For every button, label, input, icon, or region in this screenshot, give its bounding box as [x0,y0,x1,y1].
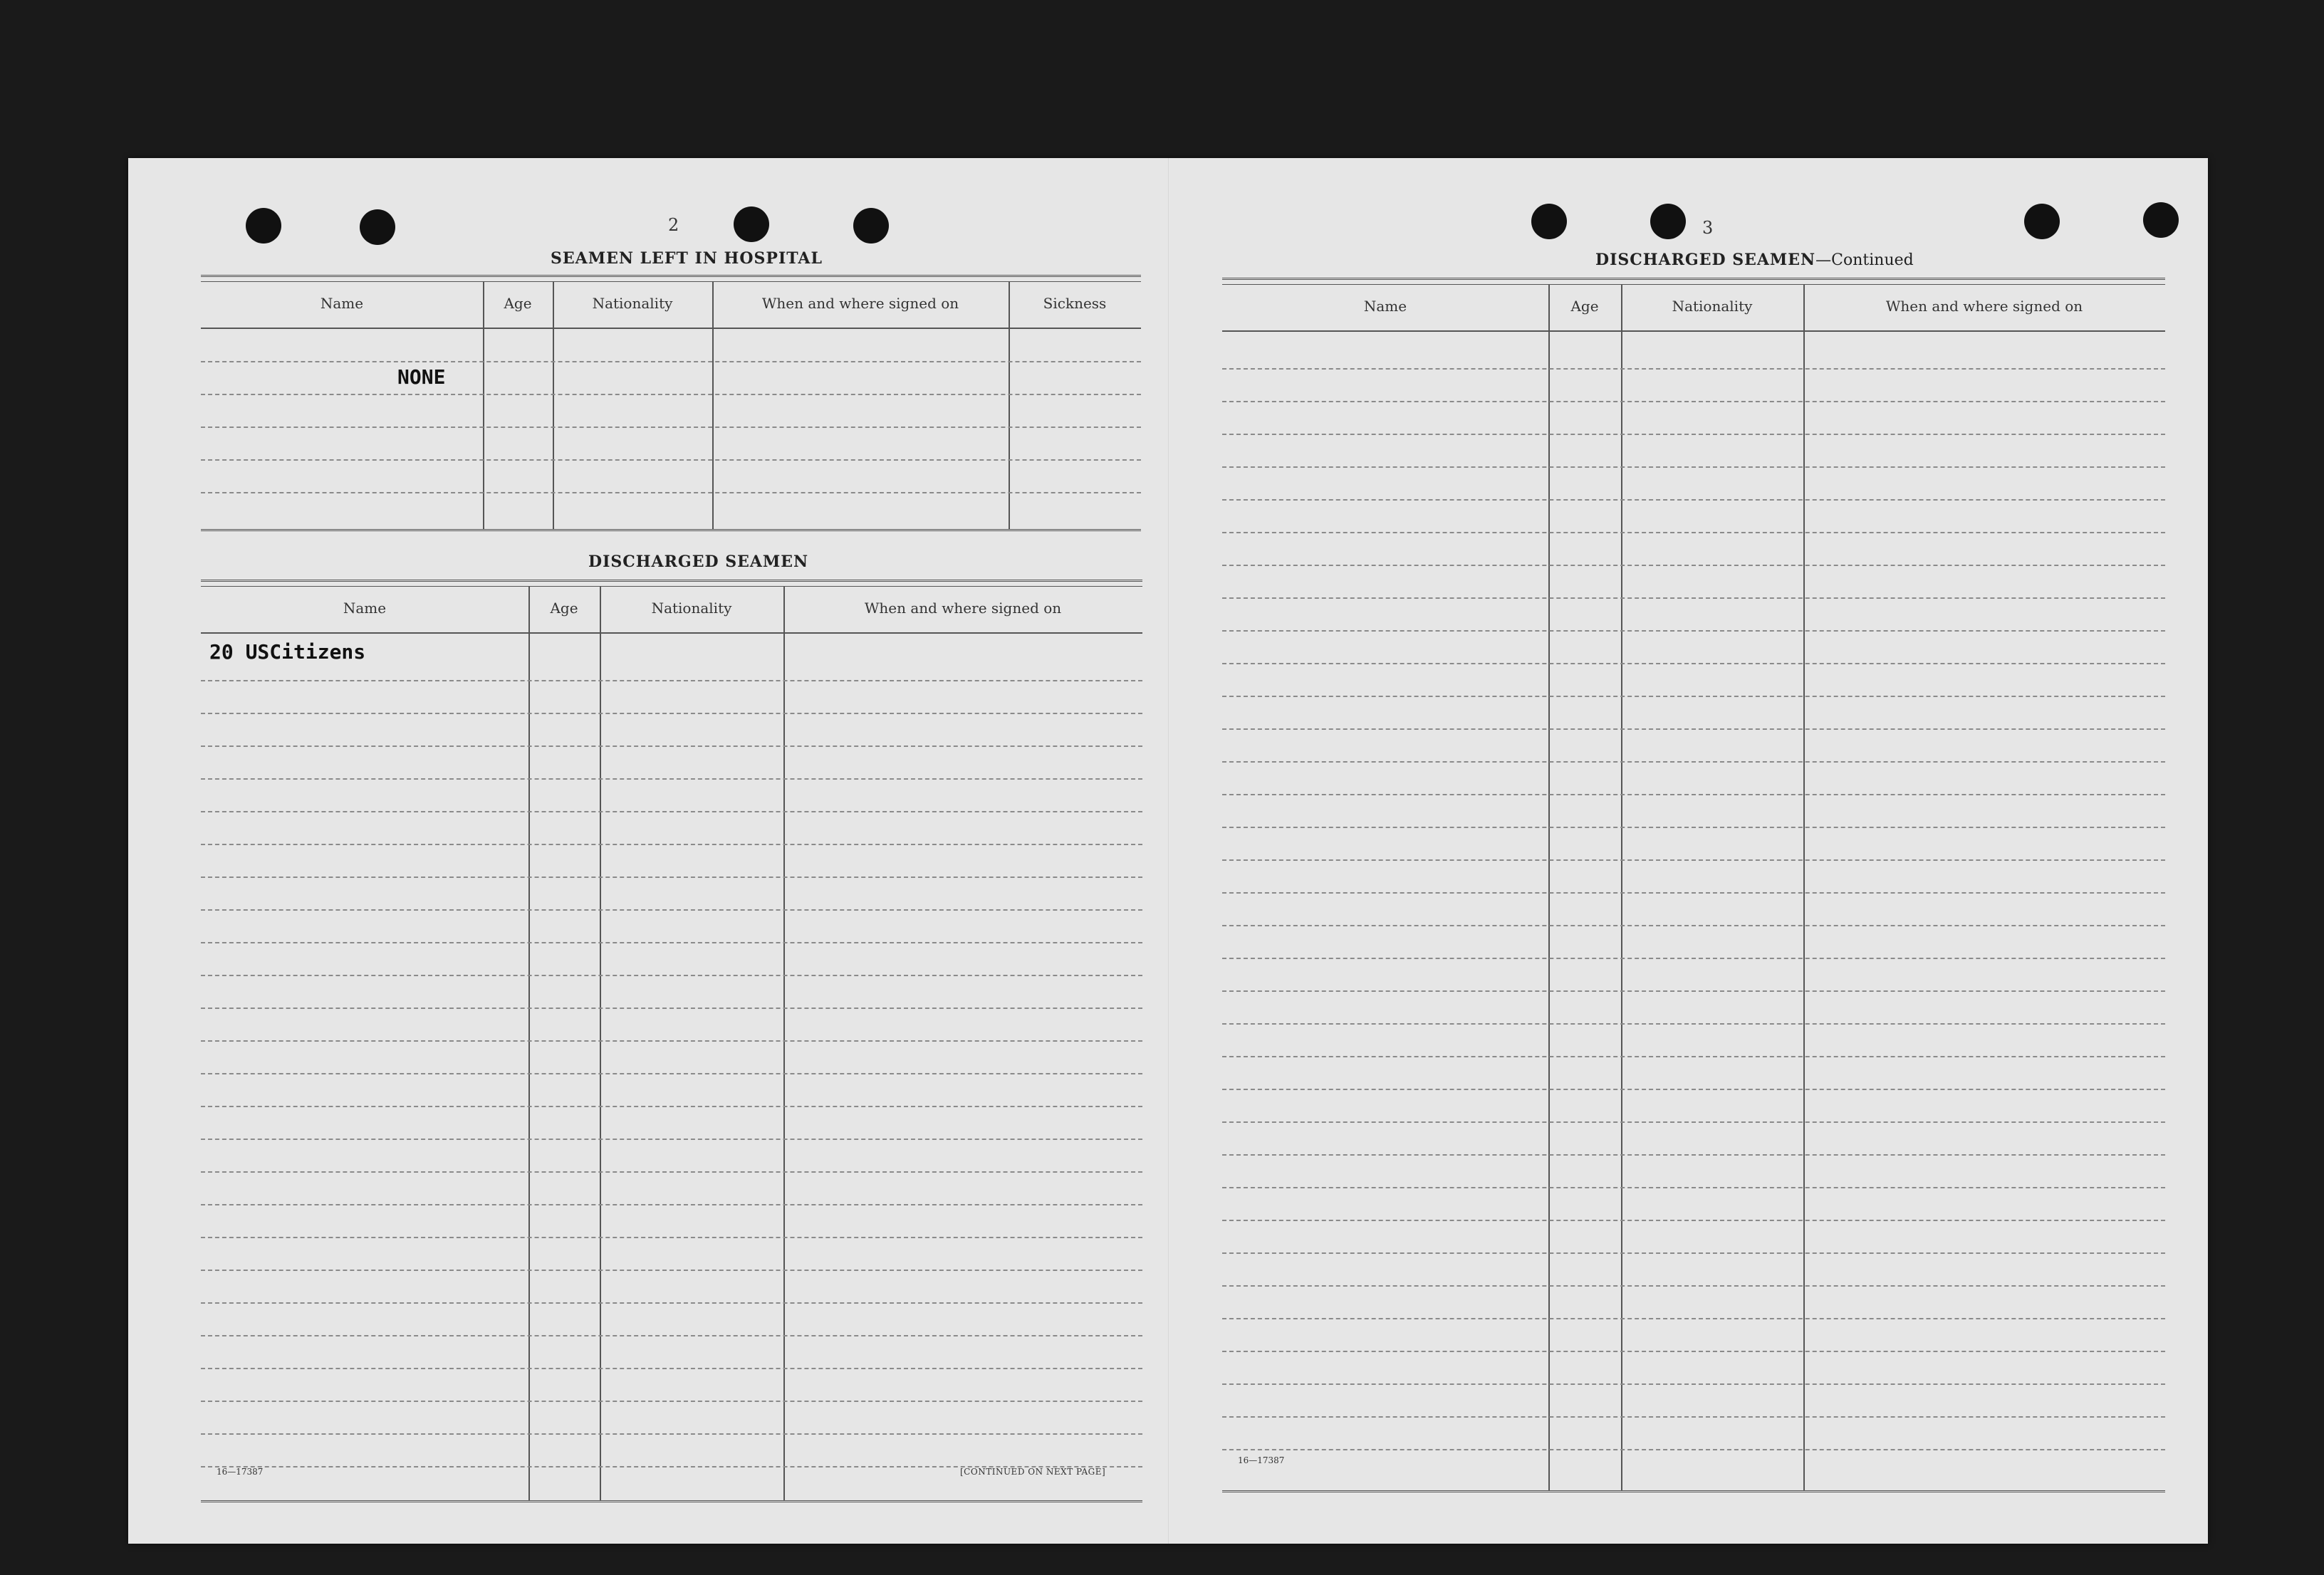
ruled-line [1222,466,2165,468]
column-header: Age [504,295,532,312]
ruled-line [1222,565,2165,566]
ruled-line [201,1040,1142,1042]
column-header: Nationality [1672,298,1753,315]
ruled-line [1222,663,2165,664]
ruled-line [1222,532,2165,533]
ruled-line [1222,434,2165,435]
ruled-line [1222,859,2165,861]
ruled-line [201,427,1141,428]
column-header: Sickness [1043,295,1107,312]
ruled-line [201,778,1142,780]
ruled-line [1222,1416,2165,1418]
ruled-line [201,975,1142,976]
ruled-line [201,844,1142,845]
ruled-line [1222,597,2165,599]
ruled-line [1222,499,2165,501]
ruled-line [201,1368,1142,1369]
ruled-line [1222,1449,2165,1450]
ruled-line [201,713,1142,714]
ruled-line [1222,1220,2165,1221]
table-header [1222,284,2165,332]
ruled-line [201,1335,1142,1336]
ruled-line [201,942,1142,943]
ruled-line [1222,630,2165,632]
ruled-line [201,1401,1142,1402]
column-header: Age [550,600,578,617]
ruled-line [1222,827,2165,828]
ruled-line [201,1302,1142,1304]
ruled-line [201,1270,1142,1271]
ruled-line [1222,1187,2165,1188]
page-number: 3 [1702,218,1714,238]
column-divider [1803,284,1805,1490]
section-title-suffix: —Continued [1815,251,1914,269]
ruled-line [201,1237,1142,1238]
column-header: When and where signed on [864,600,1062,617]
discharged-continued-title [1595,251,1914,269]
ruled-line [1222,892,2165,894]
column-header: When and where signed on [1885,298,2083,315]
form-code: 16—17387 [1238,1455,1285,1465]
column-divider [600,586,601,1500]
ruled-line [201,459,1141,461]
hospital-section-title: SEAMEN LEFT IN HOSPITAL [551,249,823,268]
column-divider [1621,284,1622,1490]
ruled-line [201,745,1142,747]
ruled-line [1222,794,2165,795]
ruled-line [201,1433,1142,1435]
ruled-line [1222,1154,2165,1156]
ruled-line [1222,1023,2165,1025]
ruled-line [201,1008,1142,1009]
ruled-line [1222,1318,2165,1319]
ruled-line [1222,1121,2165,1123]
column-header: When and where signed on [761,295,959,312]
ruled-line [1222,728,2165,730]
table-header [201,586,1142,634]
page-number: 2 [668,215,679,235]
column-divider [783,586,785,1500]
ruled-line [201,680,1142,681]
ruled-line [1222,368,2165,370]
column-divider [528,586,530,1500]
ruled-line [201,492,1141,493]
continued-note: [CONTINUED ON NEXT PAGE] [960,1467,1106,1477]
ruled-line [1222,696,2165,697]
ruled-line [201,1073,1142,1074]
hospital-table [201,275,1141,531]
column-header: Nationality [592,295,673,312]
ruled-line [201,877,1142,878]
ruled-line [201,1106,1142,1107]
ruled-line [1222,1056,2165,1057]
ruled-line [1222,990,2165,992]
ruled-line [1222,1351,2165,1352]
ruled-line [1222,1383,2165,1385]
ruled-line [1222,761,2165,763]
ruled-line [201,1204,1142,1205]
discharged-continued-table [1222,278,2165,1492]
ruled-line [1222,1089,2165,1090]
ruled-line [1222,925,2165,926]
ruled-line [201,394,1141,395]
column-header: Name [343,600,387,617]
ruled-line [1222,401,2165,402]
left-page [128,158,1168,1544]
column-header: Name [1363,298,1407,315]
ruled-line [1222,1252,2165,1254]
column-header: Age [1570,298,1599,315]
column-header: Nationality [651,600,732,617]
hospital-entry: NONE [397,365,446,389]
discharged-section-title: DISCHARGED SEAMEN [588,553,809,571]
ruled-line [201,1139,1142,1140]
form-code: 16—17387 [217,1467,264,1477]
document-sheet [128,158,2208,1544]
ruled-line [1222,1285,2165,1287]
ruled-line [201,1171,1142,1173]
ruled-line [201,811,1142,812]
right-page [1168,158,2208,1544]
column-header: Name [320,295,364,312]
discharged-table [201,580,1142,1502]
section-title-text: DISCHARGED SEAMEN [1595,251,1816,269]
table-header [201,281,1141,329]
discharged-entry: 20 USCitizens [209,640,366,664]
ruled-line [201,909,1142,911]
ruled-line [201,361,1141,362]
column-divider [1548,284,1550,1490]
ruled-line [1222,958,2165,959]
